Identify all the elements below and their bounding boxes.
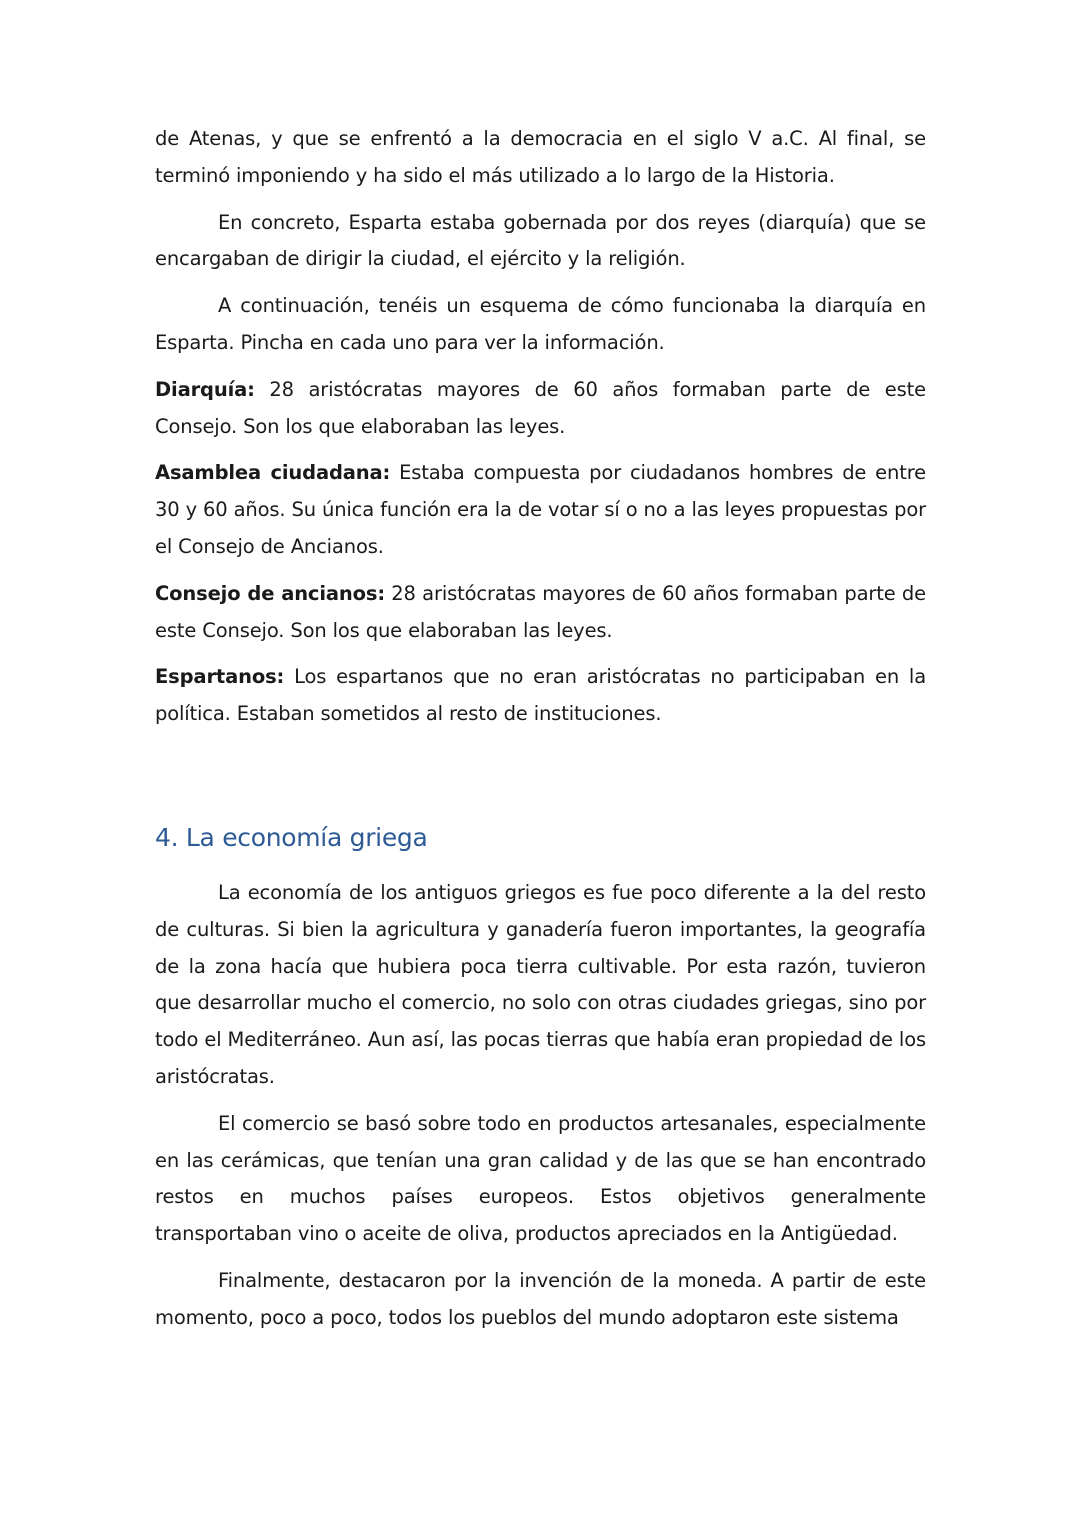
economy-paragraph-3: Finalmente, destacaron por la invención de la moneda. A partir de este momento, poco a poco, todos los pueblos del mundo adoptaron este sistema (155, 1268, 926, 1329)
definition-term: Diarquía: (155, 377, 255, 401)
definition-espartanos (155, 659, 926, 733)
definition-text: 28 aristócratas mayores de 60 años formaban parte de este Consejo. Son los que elaboraban las leyes. (155, 377, 926, 438)
document-page (155, 121, 926, 1337)
intro-paragraph-3: A continuación, tenéis un esquema de cómo funcionaba la diarquía en Esparta. Pincha en cada uno para ver la información. (155, 294, 926, 354)
definition-asamblea-ciudadana (155, 455, 926, 565)
section-heading: 4. La economía griega (155, 822, 428, 852)
definition-consejo-de-ancianos (155, 576, 926, 650)
definition-term: Espartanos: (155, 665, 285, 689)
definition-text: Estaba compuesta por ciudadanos hombres de entre 30 y 60 años. Su única función era la de votar sí o no a las leyes propuestas por el Consejo de Ancianos. (155, 461, 927, 558)
definition-text: Los espartanos que no eran aristócratas no participaban en la política. Estaban sometidos al resto de instituciones. (155, 665, 926, 726)
definition-text: 28 aristócratas mayores de 60 años formaban parte de este Consejo. Son los que elaboraban las leyes. (155, 581, 926, 642)
definition-term: Asamblea ciudadana: (155, 461, 391, 485)
economy-paragraph-1: La economía de los antiguos griegos es fue poco diferente a la del resto de culturas. Si bien la agricultura y ganadería fueron importantes, la geografía de la zona hacía que hubiera poca tierra cultivable. Por esta razón, tuvieron que desarrollar mucho el comercio, no solo con otras ciudades griegas, sino por todo el Mediterráneo. Aun así, las pocas tierras que había eran propiedad de los aristócratas. (155, 880, 926, 1088)
section-heading-wrapper (155, 820, 926, 856)
definition-diarquia (155, 372, 926, 446)
economy-paragraph-2: El comercio se basó sobre todo en productos artesanales, especialmente en las cerámicas, que tenían una gran calidad y de las que se han encontrado restos en muchos países europeos. Estos objetivos generalmente transportaban vino o aceite de oliva, productos apreciados en la Antigüedad. (155, 1111, 926, 1246)
intro-paragraph-2: En concreto, Esparta estaba gobernada por dos reyes (diarquía) que se encargaban de dirigir la ciudad, el ejército y la religión. (155, 210, 926, 271)
intro-paragraph-1: de Atenas, y que se enfrentó a la democracia en el siglo V a.C. Al final, se terminó imponiendo y ha sido el más utilizado a lo largo de la Historia. (155, 127, 926, 187)
definition-term: Consejo de ancianos: (155, 581, 385, 605)
